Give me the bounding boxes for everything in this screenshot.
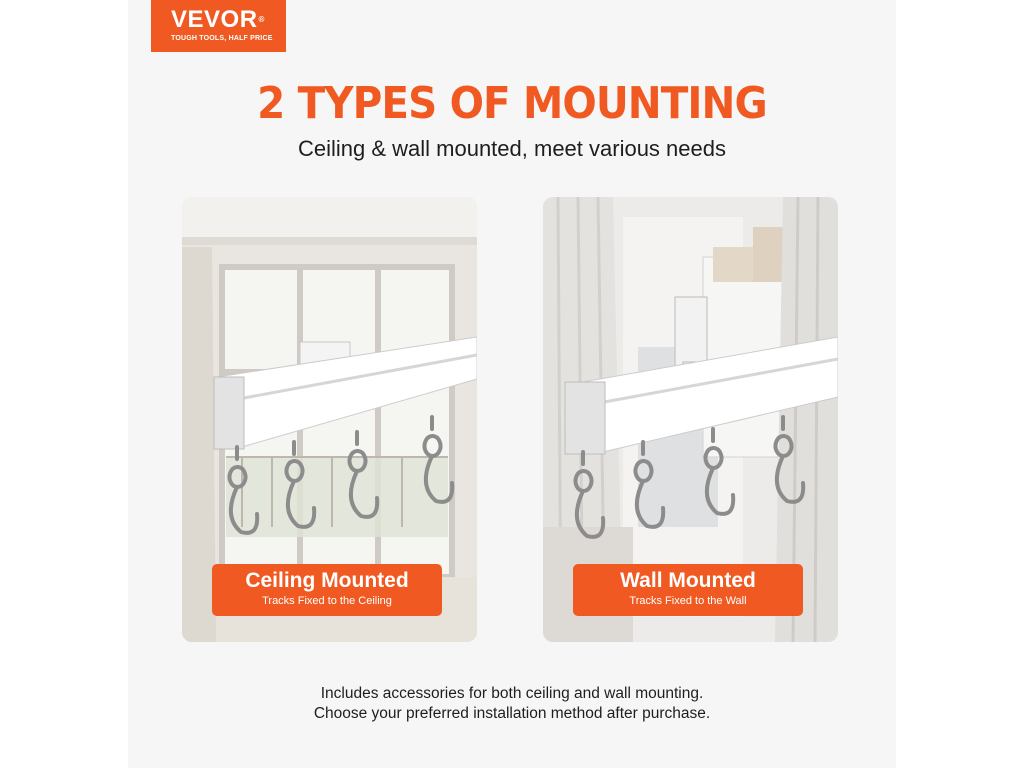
page-subtitle: Ceiling & wall mounted, meet various needs xyxy=(297,136,726,161)
brand-tagline: TOUGH TOOLS, HALF PRICE xyxy=(171,35,273,42)
brand-logo xyxy=(151,0,286,52)
footer-note xyxy=(128,684,896,724)
ceiling-mounted-panel xyxy=(182,197,477,642)
wall-mounted-title: Wall Mounted xyxy=(620,569,756,592)
ceiling-mounted-subtitle: Tracks Fixed to the Ceiling xyxy=(262,595,392,607)
ceiling-mounted-title: Ceiling Mounted xyxy=(245,569,409,592)
brand-registered-mark: ® xyxy=(258,15,265,24)
ceiling-mounted-badge xyxy=(212,564,442,616)
page-title: 2 TYPES OF MOUNTING xyxy=(257,78,767,129)
wall-mounted-subtitle: Tracks Fixed to the Wall xyxy=(629,595,747,607)
footer-line-2: Choose your preferred installation method after purchase. xyxy=(313,705,711,722)
footer-line-1: Includes accessories for both ceiling and wall mounting. xyxy=(320,685,704,702)
wall-mounted-panel xyxy=(543,197,838,642)
brand-name: VEVOR xyxy=(171,6,258,33)
wall-mounted-badge xyxy=(573,564,803,616)
product-infographic xyxy=(128,0,896,768)
